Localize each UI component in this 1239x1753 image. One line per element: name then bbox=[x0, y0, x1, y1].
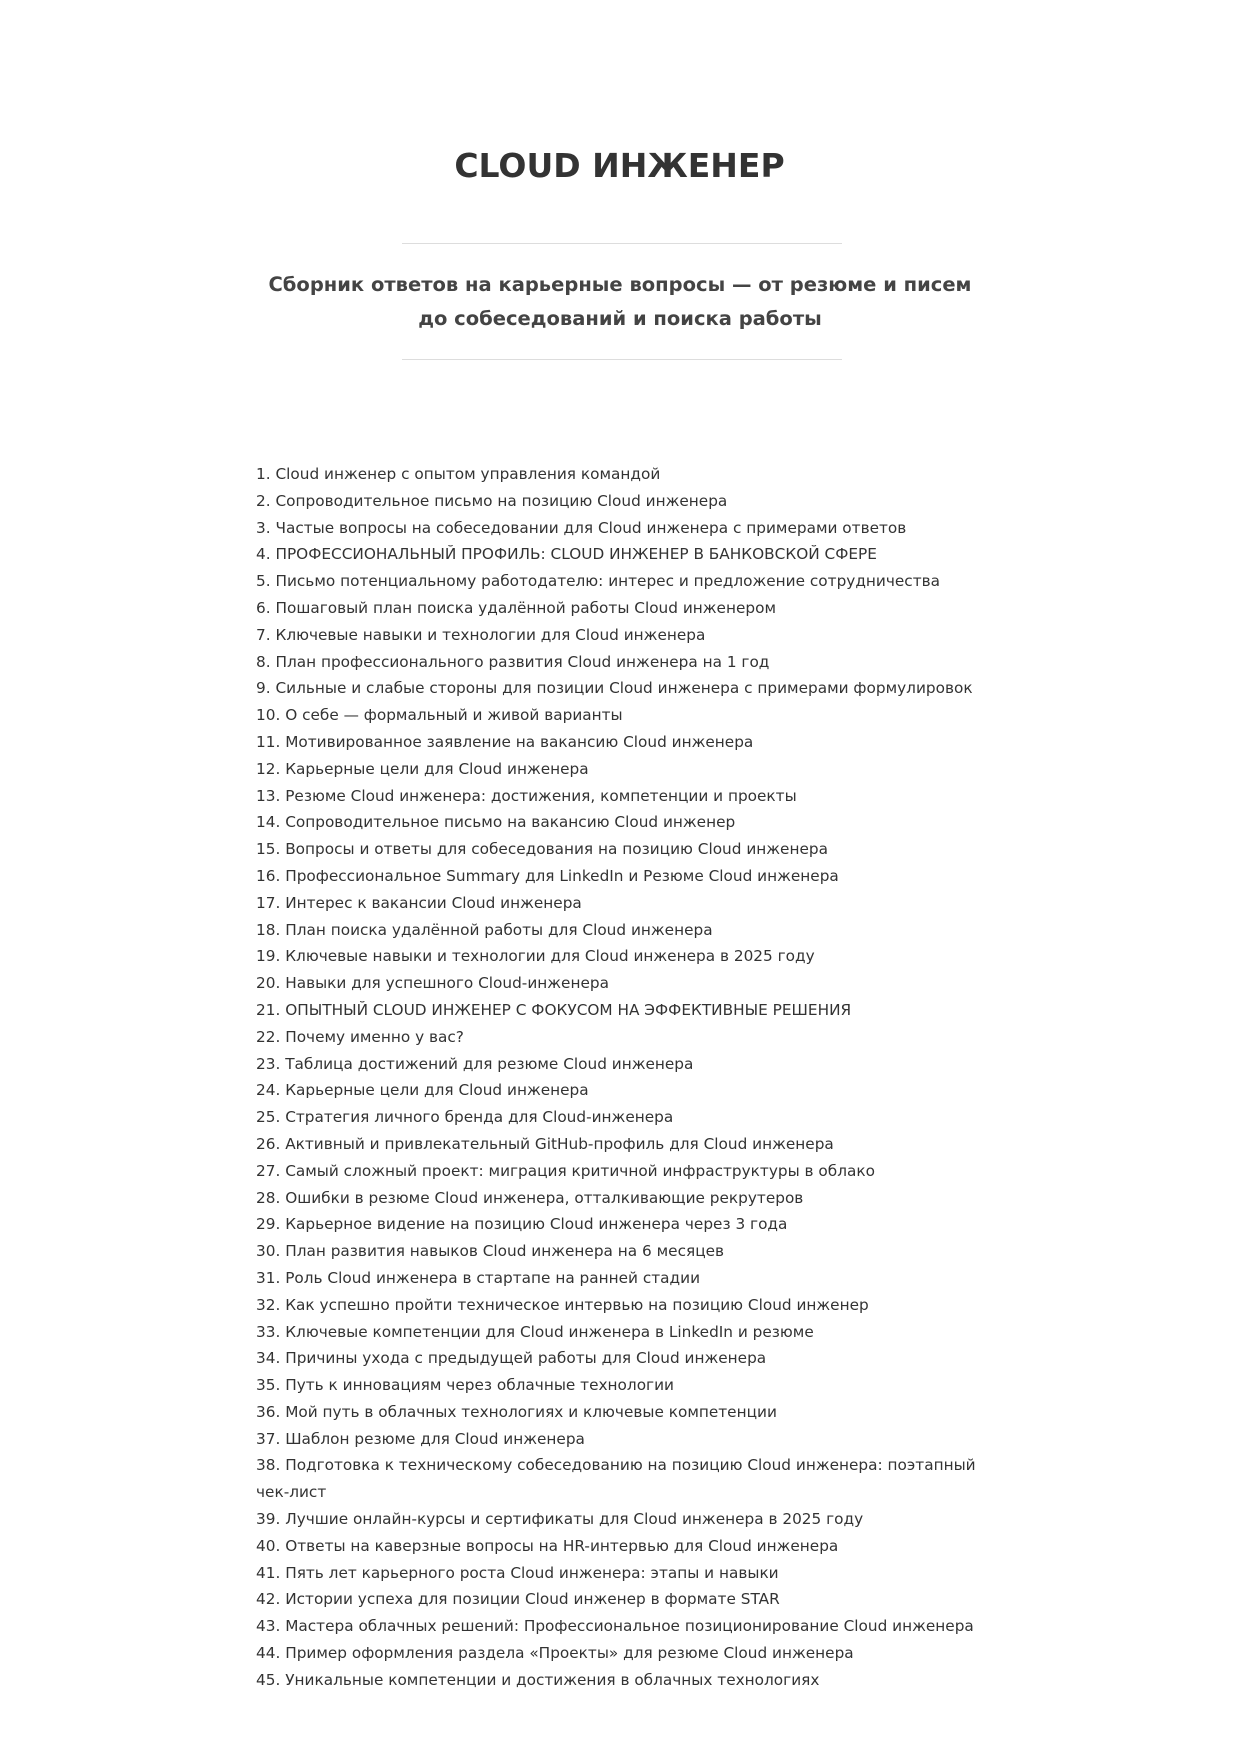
toc-item: 5. Письмо потенциальному работодателю: интерес и предложение сотрудничества bbox=[256, 572, 941, 591]
toc-item: 42. Истории успеха для позиции Cloud инженер в формате STAR bbox=[256, 1590, 780, 1609]
toc-item: 37. Шаблон резюме для Cloud инженера bbox=[256, 1429, 585, 1448]
toc-item: 22. Почему именно у вас? bbox=[256, 1027, 464, 1046]
toc-item: 28. Ошибки в резюме Cloud инженера, отталкивающие рекрутеров bbox=[256, 1188, 804, 1207]
toc-item: 38. Подготовка к техническому собеседованию на позицию Cloud инженера: поэтапный чек-лист bbox=[256, 1456, 976, 1502]
toc-item: 33. Ключевые компетенции для Cloud инженера в LinkedIn и резюме bbox=[256, 1322, 814, 1341]
toc-item: 11. Мотивированное заявление на вакансию Cloud инженера bbox=[256, 732, 754, 751]
document-title: CLOUD ИНЖЕНЕР bbox=[454, 146, 785, 185]
toc-item: 30. План развития навыков Cloud инженера на 6 месяцев bbox=[256, 1242, 725, 1261]
toc-item: 19. Ключевые навыки и технологии для Cloud инженера в 2025 году bbox=[256, 947, 815, 966]
toc-item: 35. Путь к инновациям через облачные технологии bbox=[256, 1376, 674, 1395]
toc-item: 4. ПРОФЕССИОНАЛЬНЫЙ ПРОФИЛЬ: CLOUD ИНЖЕНЕР В БАНКОВСКОЙ СФЕРЕ bbox=[256, 545, 877, 564]
toc-item: 43. Мастера облачных решений: Профессиональное позиционирование Cloud инженера bbox=[256, 1617, 974, 1636]
toc-item: 39. Лучшие онлайн-курсы и сертификаты для Cloud инженера в 2025 году bbox=[256, 1510, 864, 1529]
toc-item: 15. Вопросы и ответы для собеседования на позицию Cloud инженера bbox=[256, 840, 828, 859]
toc-item: 6. Пошаговый план поиска удалённой работы Cloud инженером bbox=[256, 598, 776, 617]
toc-item: 13. Резюме Cloud инженера: достижения, компетенции и проекты bbox=[256, 786, 797, 805]
toc-item: 44. Пример оформления раздела «Проекты» для резюме Cloud инженера bbox=[256, 1644, 854, 1663]
toc-item: 25. Стратегия личного бренда для Cloud-инженера bbox=[256, 1108, 674, 1127]
toc-item: 40. Ответы на каверзные вопросы на HR-интервью для Cloud инженера bbox=[256, 1536, 839, 1555]
toc-item: 27. Самый сложный проект: миграция критичной инфраструктуры в облако bbox=[256, 1161, 875, 1180]
toc-item: 36. Мой путь в облачных технологиях и ключевые компетенции bbox=[256, 1402, 777, 1421]
toc-item: 16. Профессиональное Summary для LinkedIn и Резюме Cloud инженера bbox=[256, 866, 839, 885]
toc-item: 8. План профессионального развития Cloud инженера на 1 год bbox=[256, 652, 770, 671]
title-divider-top bbox=[402, 243, 842, 244]
toc-item: 24. Карьерные цели для Cloud инженера bbox=[256, 1081, 589, 1100]
title-divider-bottom bbox=[402, 359, 842, 360]
toc-item: 26. Активный и привлекательный GitHub-профиль для Cloud инженера bbox=[256, 1134, 834, 1153]
toc-item: 14. Сопроводительное письмо на вакансию Cloud инженер bbox=[256, 813, 736, 832]
toc-item: 12. Карьерные цели для Cloud инженера bbox=[256, 759, 589, 778]
toc-item: 32. Как успешно пройти техническое интервью на позицию Cloud инженер bbox=[256, 1295, 869, 1314]
toc-item: 17. Интерес к вакансии Cloud инженера bbox=[256, 893, 582, 912]
toc-item: 1. Cloud инженер с опытом управления командой bbox=[256, 465, 661, 483]
toc-item: 31. Роль Cloud инженера в стартапе на ранней стадии bbox=[256, 1268, 701, 1287]
toc-item: 21. ОПЫТНЫЙ CLOUD ИНЖЕНЕР С ФОКУСОМ НА ЭФФЕКТИВНЫЕ РЕШЕНИЯ bbox=[256, 1000, 852, 1019]
toc-item: 2. Сопроводительное письмо на позицию Cloud инженера bbox=[256, 491, 728, 510]
toc-item: 23. Таблица достижений для резюме Cloud инженера bbox=[256, 1054, 694, 1073]
toc-item: 7. Ключевые навыки и технологии для Cloud инженера bbox=[256, 625, 706, 644]
toc-item: 41. Пять лет карьерного роста Cloud инженера: этапы и навыки bbox=[256, 1563, 779, 1582]
toc-item: 10. О себе — формальный и живой варианты bbox=[256, 706, 623, 725]
toc-item: 45. Уникальные компетенции и достижения в облачных технологиях bbox=[256, 1670, 820, 1689]
toc-item: 9. Сильные и слабые стороны для позиции Cloud инженера с примерами формулировок bbox=[256, 679, 973, 698]
toc-item: 34. Причины ухода с предыдущей работы для Cloud инженера bbox=[256, 1349, 767, 1368]
toc-item: 20. Навыки для успешного Cloud-инженера bbox=[256, 974, 609, 993]
table-of-contents bbox=[256, 461, 986, 1694]
document-subtitle: Сборник ответов на карьерные вопросы — от резюме и писем до собеседований и поиска работы bbox=[268, 273, 972, 330]
toc-item: 29. Карьерное видение на позицию Cloud инженера через 3 года bbox=[256, 1215, 788, 1234]
toc-item: 18. План поиска удалённой работы для Cloud инженера bbox=[256, 920, 713, 939]
toc-item: 3. Частые вопросы на собеседовании для Cloud инженера с примерами ответов bbox=[256, 518, 907, 537]
